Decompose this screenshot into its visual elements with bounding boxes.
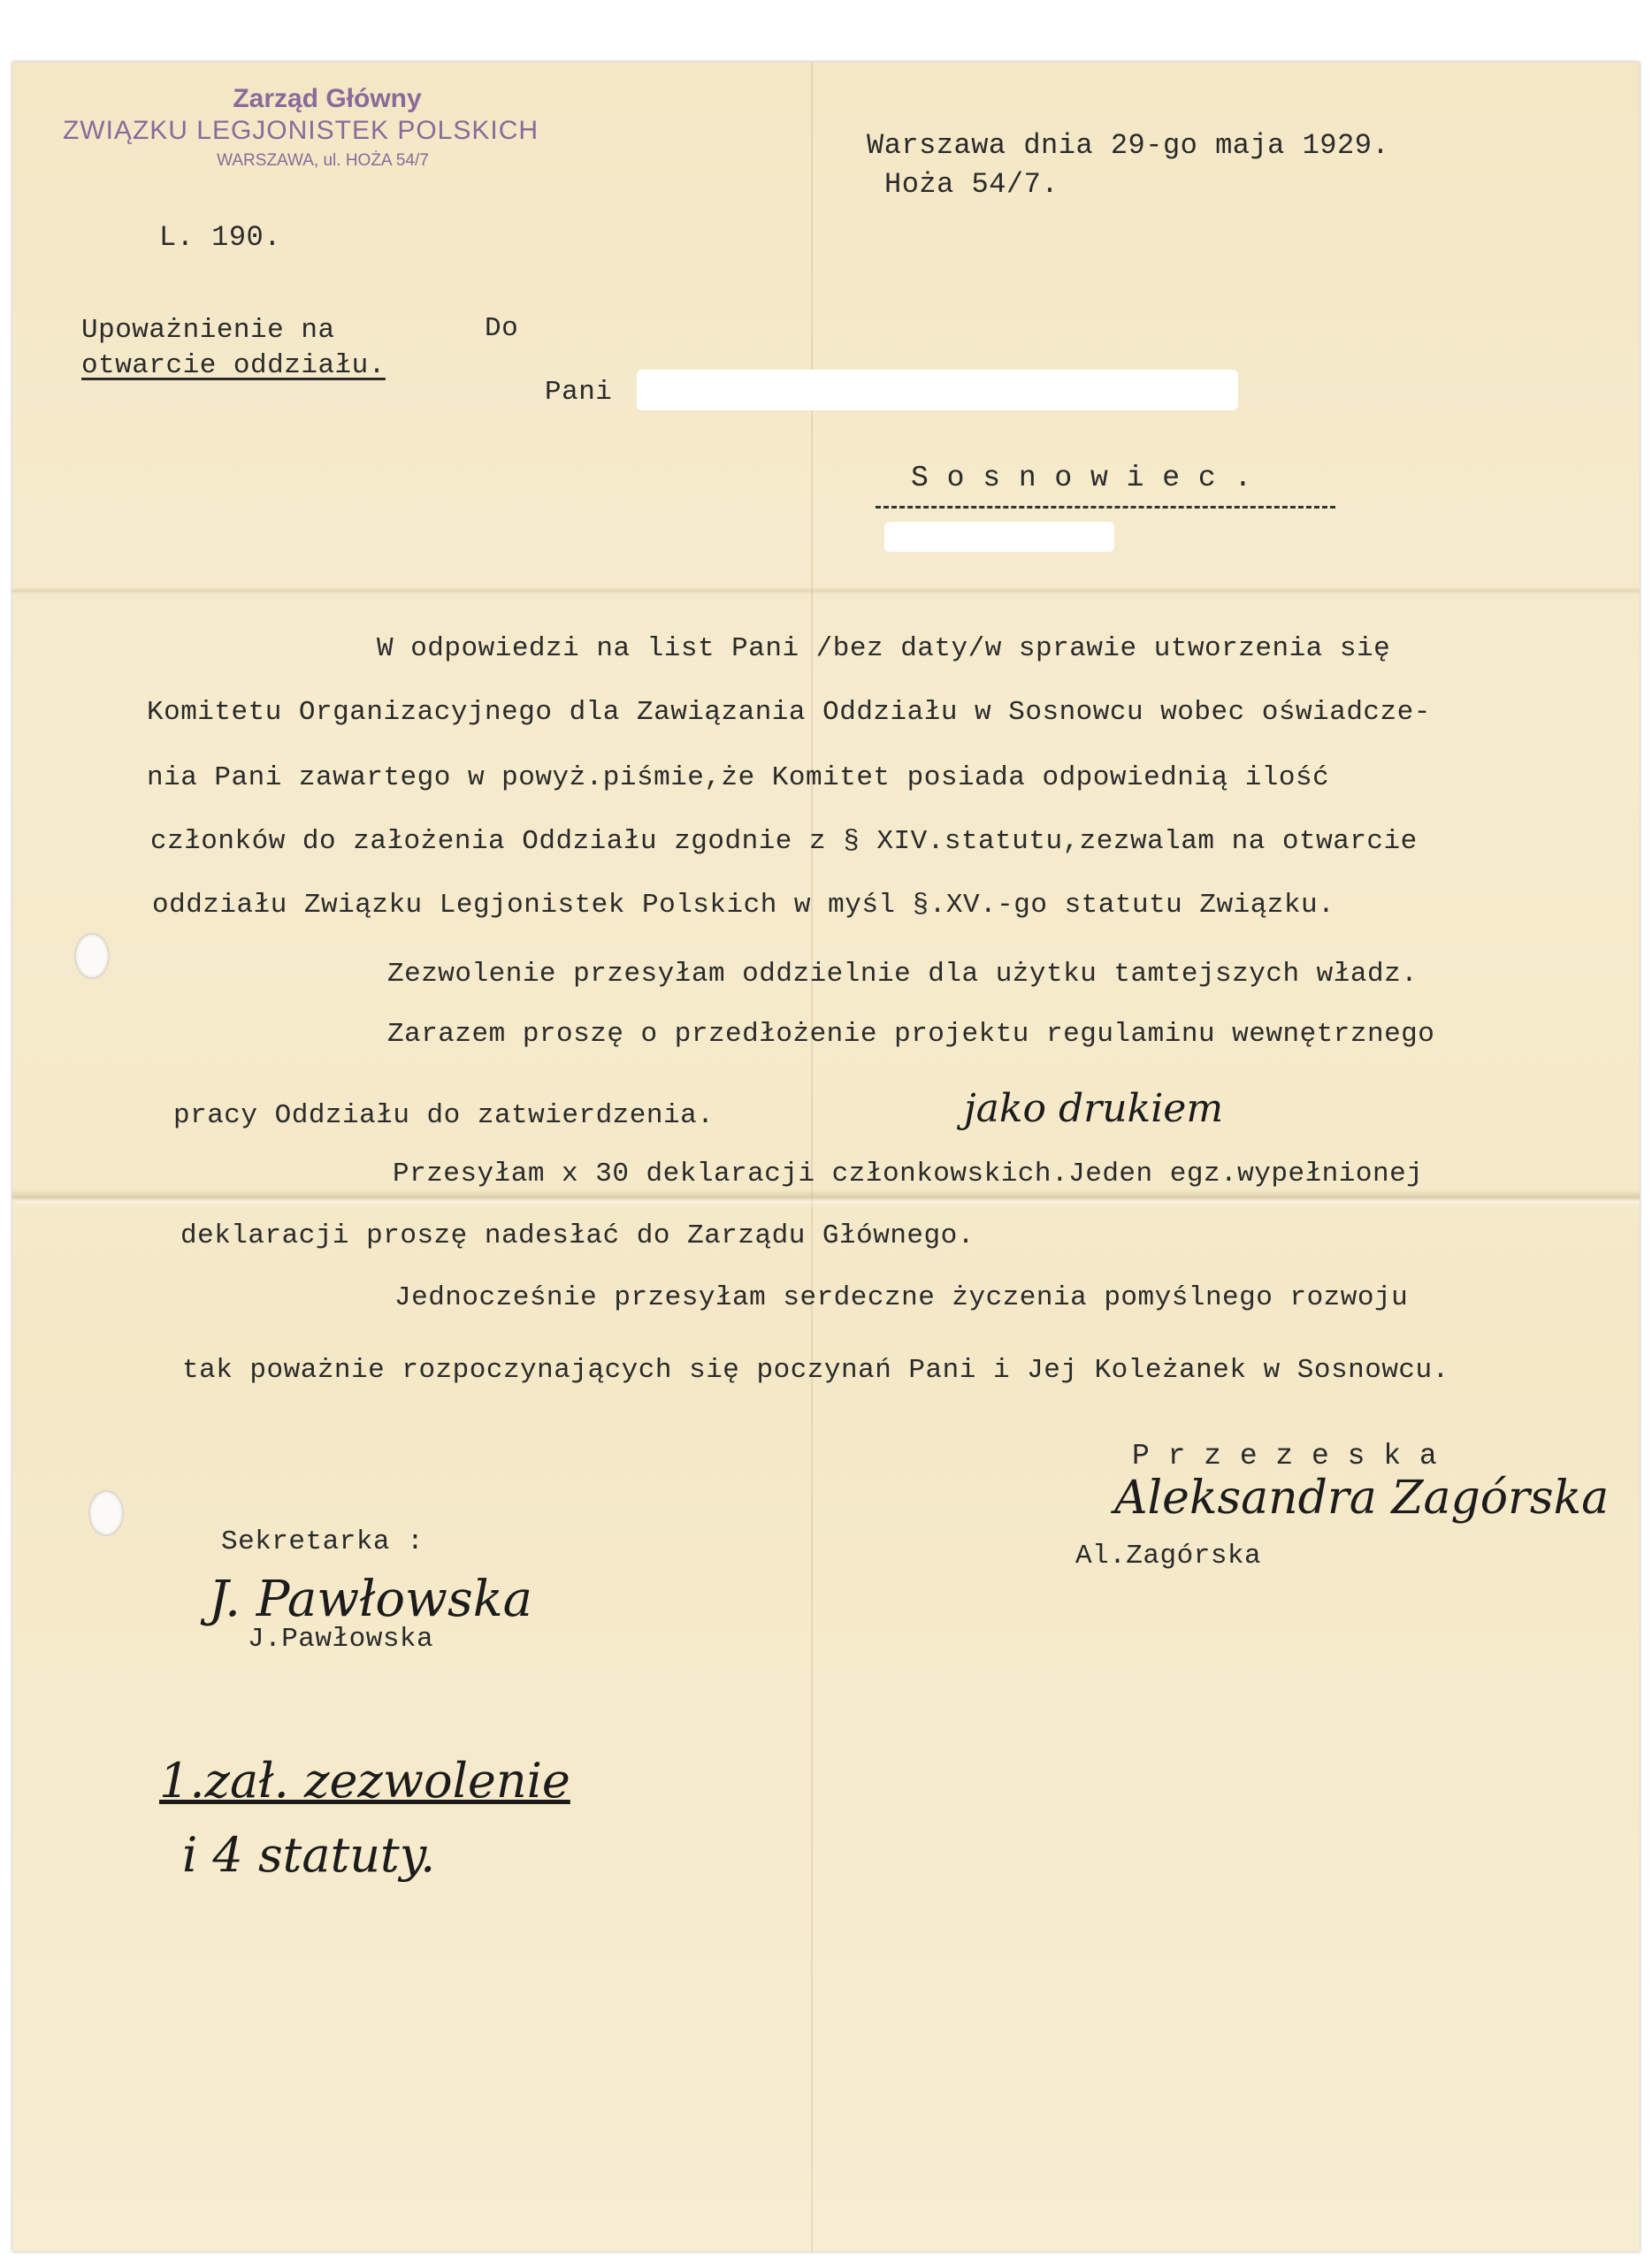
- body-line-5: oddziału Związku Legjonistek Polskich w myśl §.XV.-go statutu Związku.: [152, 890, 1335, 921]
- subject-line-1: Upoważnienie na: [81, 315, 335, 346]
- body-line-11: Jednocześnie przesyłam serdeczne życzenia pomyślnego rozwoju: [394, 1282, 1409, 1313]
- horizontal-fold: [12, 1189, 1640, 1209]
- president-name: Al.Zagórska: [1075, 1541, 1262, 1572]
- body-line-8: pracy Oddziału do zatwierdzenia.: [173, 1100, 715, 1131]
- secretary-signature: J. Pawłowska: [209, 1571, 533, 1628]
- body-line-10: deklaracji proszę nadesłać do Zarządu Głównego.: [180, 1220, 975, 1251]
- stamp-line-3: WARSZAWA, ul. HOŻA 54/7: [217, 151, 429, 170]
- document-number: L. 190.: [159, 221, 281, 254]
- recipient-pani: Pani: [545, 377, 613, 408]
- body-line-1: W odpowiedzi na list Pani /bez daty/w sprawie utworzenia się: [377, 633, 1391, 664]
- handwritten-note-line-2: i 4 statuty.: [182, 1827, 436, 1883]
- body-line-2: Komitetu Organizacyjnego dla Zawiązania Oddziału w Sosnowcu wobec oświadcze-: [147, 697, 1431, 728]
- body-line-6: Zezwolenie przesyłam oddzielnie dla użytku tamtejszych władz.: [387, 959, 1419, 990]
- body-line-9: Przesyłam x 30 deklaracji członkowskich.Jeden egz.wypełnionej: [393, 1159, 1424, 1189]
- sender-address: Hoża 54/7.: [884, 168, 1059, 201]
- redacted-name: [637, 370, 1238, 410]
- organization-stamp: [44, 83, 557, 175]
- handwritten-note-line-1: 1.zał. zezwolenie: [159, 1753, 570, 1809]
- recipient-city: S o s n o w i e c .: [911, 462, 1252, 494]
- paper-crease: [12, 587, 1640, 594]
- city-underline: [876, 506, 1335, 509]
- body-line-12: tak poważnie rozpoczynających się poczynań Pani i Jej Koleżanek w Sosnowcu.: [182, 1355, 1449, 1386]
- stamp-line-2: ZWIĄZKU LEGJONISTEK POLSKICH: [62, 116, 539, 145]
- body-line-4: członków do założenia Oddziału zgodnie z § XIV.statutu,zezwalam na otwarcie: [150, 826, 1418, 857]
- body-line-7: Zarazem proszę o przedłożenie projektu regulaminu wewnętrznego: [387, 1019, 1435, 1050]
- punch-hole-top: [74, 933, 110, 979]
- place-date: Warszawa dnia 29-go maja 1929.: [867, 129, 1390, 162]
- president-signature: Aleksandra Zagórska: [1114, 1472, 1610, 1525]
- recipient-to: Do: [485, 313, 519, 344]
- punch-hole-bottom: [88, 1490, 124, 1536]
- secretary-title: Sekretarka :: [221, 1526, 424, 1557]
- body-line-3: nia Pani zawartego w powyż.piśmie,że Komitet posiada odpowiednią ilość: [147, 762, 1330, 793]
- stamp-line-1: Zarząd Główny: [233, 84, 422, 113]
- president-title: P r z e z e s k a: [1132, 1440, 1438, 1472]
- handwritten-insert: jako drukiem: [964, 1086, 1224, 1131]
- subject-line-2: otwarcie oddziału.: [81, 350, 386, 381]
- redacted-address: [884, 522, 1114, 552]
- secretary-name: J.Pawłowska: [248, 1624, 434, 1655]
